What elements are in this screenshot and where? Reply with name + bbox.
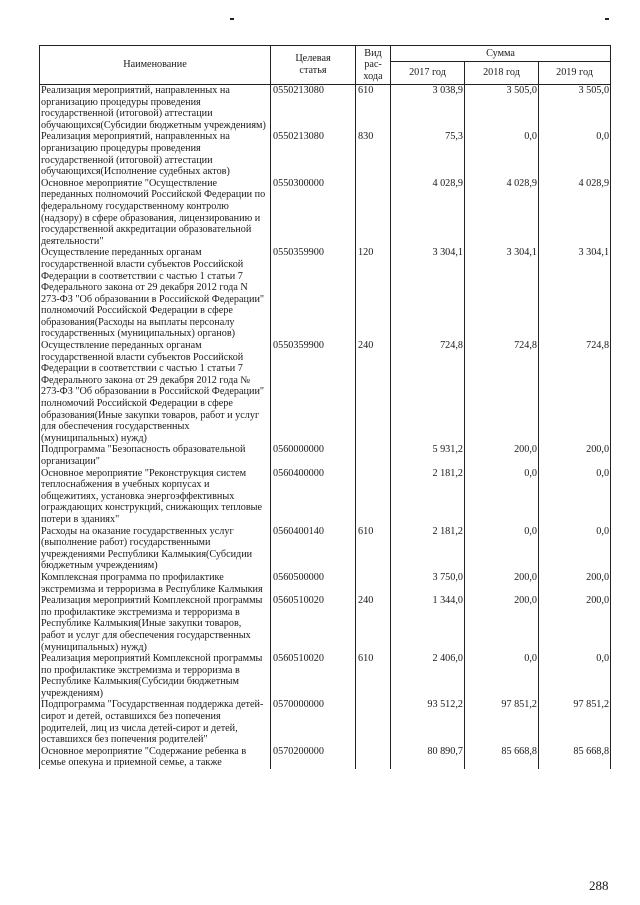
row-name: Реализация мероприятий, направленных на организацию процедуры проведения государственной (итоговой) аттестации обучающихся(Субсидии бюджетным учреждениям): [40, 85, 271, 132]
row-name: Осуществление переданных органам государственной власти субъектов Российской Федерации в соответствии с частью 1 статьи 7 Федерального закона от 29 декабря 2012 года № 273-ФЗ "Об образовании в Российской Федерации" полномочий Российской Федерации в сфере образования(Иные закупки товаров, работ и услуг для обеспечения государственных (муниципальных) нужд): [40, 340, 271, 444]
row-code: 0550213080: [271, 85, 356, 132]
row-value-2018: 97 851,2: [465, 699, 539, 745]
header-year-2018: 2018 год: [465, 62, 539, 85]
table-row: [40, 468, 611, 526]
row-code: 0570000000: [271, 699, 356, 745]
row-value-2018: 200,0: [465, 595, 539, 653]
row-kind: 120: [356, 247, 391, 340]
table-row: [40, 444, 611, 467]
table-row: [40, 572, 611, 595]
table-row: [40, 595, 611, 653]
row-value-2018: 85 668,8: [465, 746, 539, 769]
row-value-2019: 4 028,9: [539, 178, 611, 248]
row-name: Комплексная программа по профилактике экстремизма и терроризма в Республике Калмыкия: [40, 572, 271, 595]
table-row: [40, 699, 611, 745]
row-value-2019: 0,0: [539, 131, 611, 177]
row-kind: 610: [356, 526, 391, 572]
row-value-2018: 3 304,1: [465, 247, 539, 340]
row-code: 0560400000: [271, 468, 356, 526]
table-row: [40, 247, 611, 340]
budget-table: [39, 45, 611, 769]
row-value-2019: 0,0: [539, 653, 611, 699]
row-code: 0550213080: [271, 131, 356, 177]
row-code: 0560400140: [271, 526, 356, 572]
row-code: 0560510020: [271, 595, 356, 653]
row-name: Основное мероприятие "Осуществление переданных полномочий Российской Федерации по федеральному государственному контролю (надзору) в сфере образования, лицензированию и государственной аккредитации образовательной деятельности": [40, 178, 271, 248]
row-kind: [356, 699, 391, 745]
row-value-2019: 3 505,0: [539, 85, 611, 132]
row-value-2019: 85 668,8: [539, 746, 611, 769]
row-value-2018: 0,0: [465, 526, 539, 572]
row-name: Расходы на оказание государственных услуг (выполнение работ) государственными учреждениями Республики Калмыкия(Субсидии бюджетным учреждениям): [40, 526, 271, 572]
table-row: [40, 746, 611, 769]
row-value-2017: 2 406,0: [391, 653, 465, 699]
row-value-2019: 724,8: [539, 340, 611, 444]
row-value-2019: 97 851,2: [539, 699, 611, 745]
row-value-2017: 724,8: [391, 340, 465, 444]
row-value-2017: 3 304,1: [391, 247, 465, 340]
row-kind: [356, 468, 391, 526]
row-value-2019: 0,0: [539, 526, 611, 572]
header-name: Наименование: [40, 46, 271, 85]
row-value-2017: 2 181,2: [391, 526, 465, 572]
scan-mark-right: [605, 18, 609, 20]
row-name: Реализация мероприятий, направленных на организацию процедуры проведения государственной (итоговой) аттестации обучающихся(Исполнение судебных актов): [40, 131, 271, 177]
row-value-2017: 1 344,0: [391, 595, 465, 653]
row-value-2019: 200,0: [539, 572, 611, 595]
row-code: 0550359900: [271, 340, 356, 444]
row-kind: [356, 178, 391, 248]
row-value-2018: 200,0: [465, 444, 539, 467]
row-kind: [356, 444, 391, 467]
row-code: 0550359900: [271, 247, 356, 340]
row-name: Осуществление переданных органам государственной власти субъектов Российской Федерации в соответствии с частью 1 статьи 7 Федерального закона от 29 декабря 2012 года N 273-ФЗ "Об образовании в Российской Федерации" полномочий Российской Федерации в сфере образования(Расходы на выплаты персоналу государственных (муниципальных) органов): [40, 247, 271, 340]
row-value-2017: 3 750,0: [391, 572, 465, 595]
header-kind: Вид рас- хода: [356, 46, 391, 85]
header-target: Целевая статья: [271, 46, 356, 85]
row-code: 0560510020: [271, 653, 356, 699]
row-value-2019: 0,0: [539, 468, 611, 526]
row-kind: 240: [356, 595, 391, 653]
header-sum: Сумма: [391, 46, 611, 62]
row-code: 0570200000: [271, 746, 356, 769]
row-value-2019: 200,0: [539, 595, 611, 653]
row-value-2018: 4 028,9: [465, 178, 539, 248]
table-row: [40, 340, 611, 444]
header-year-2019: 2019 год: [539, 62, 611, 85]
row-kind: [356, 572, 391, 595]
row-name: Подпрограмма "Безопасность образовательной организации": [40, 444, 271, 467]
row-value-2019: 3 304,1: [539, 247, 611, 340]
table-row: [40, 131, 611, 177]
row-value-2018: 0,0: [465, 653, 539, 699]
header-year-2017: 2017 год: [391, 62, 465, 85]
row-name: Подпрограмма "Государственная поддержка детей-сирот и детей, оставшихся без попечения родителей, лиц из числа детей-сирот и детей, оставшихся без попечения родителей": [40, 699, 271, 745]
row-kind: 830: [356, 131, 391, 177]
page-number: 288: [589, 878, 609, 893]
row-value-2017: 4 028,9: [391, 178, 465, 248]
table-row: [40, 653, 611, 699]
table-row: [40, 526, 611, 572]
row-value-2017: 80 890,7: [391, 746, 465, 769]
row-name: Реализация мероприятий Комплексной программы по профилактике экстремизма и терроризма в Республике Калмыкия(Субсидии бюджетным учреждениям): [40, 653, 271, 699]
row-name: Основное мероприятие "Реконструкция систем теплоснабжения в учебных корпусах и общежитиях, установка энергоэффективных ограждающих конструкций, снижающих тепловые потери в зданиях": [40, 468, 271, 526]
row-value-2018: 200,0: [465, 572, 539, 595]
row-code: 0560500000: [271, 572, 356, 595]
scan-mark-left: [230, 18, 234, 20]
row-value-2017: 3 038,9: [391, 85, 465, 132]
row-kind: 240: [356, 340, 391, 444]
row-code: 0560000000: [271, 444, 356, 467]
row-kind: [356, 746, 391, 769]
row-value-2019: 200,0: [539, 444, 611, 467]
row-name: Основное мероприятие "Содержание ребенка в семье опекуна и приемной семье, а также: [40, 746, 271, 769]
row-code: 0550300000: [271, 178, 356, 248]
row-kind: 610: [356, 653, 391, 699]
row-name: Реализация мероприятий Комплексной программы по профилактике экстремизма и терроризма в Республике Калмыкия(Иные закупки товаров, работ и услуг для обеспечения государственных (муниципальных) нужд): [40, 595, 271, 653]
row-value-2018: 0,0: [465, 131, 539, 177]
row-value-2018: 724,8: [465, 340, 539, 444]
table-row: [40, 178, 611, 248]
row-value-2017: 5 931,2: [391, 444, 465, 467]
table-row: [40, 85, 611, 132]
row-value-2018: 3 505,0: [465, 85, 539, 132]
row-value-2017: 75,3: [391, 131, 465, 177]
row-kind: 610: [356, 85, 391, 132]
row-value-2018: 0,0: [465, 468, 539, 526]
row-value-2017: 2 181,2: [391, 468, 465, 526]
row-value-2017: 93 512,2: [391, 699, 465, 745]
